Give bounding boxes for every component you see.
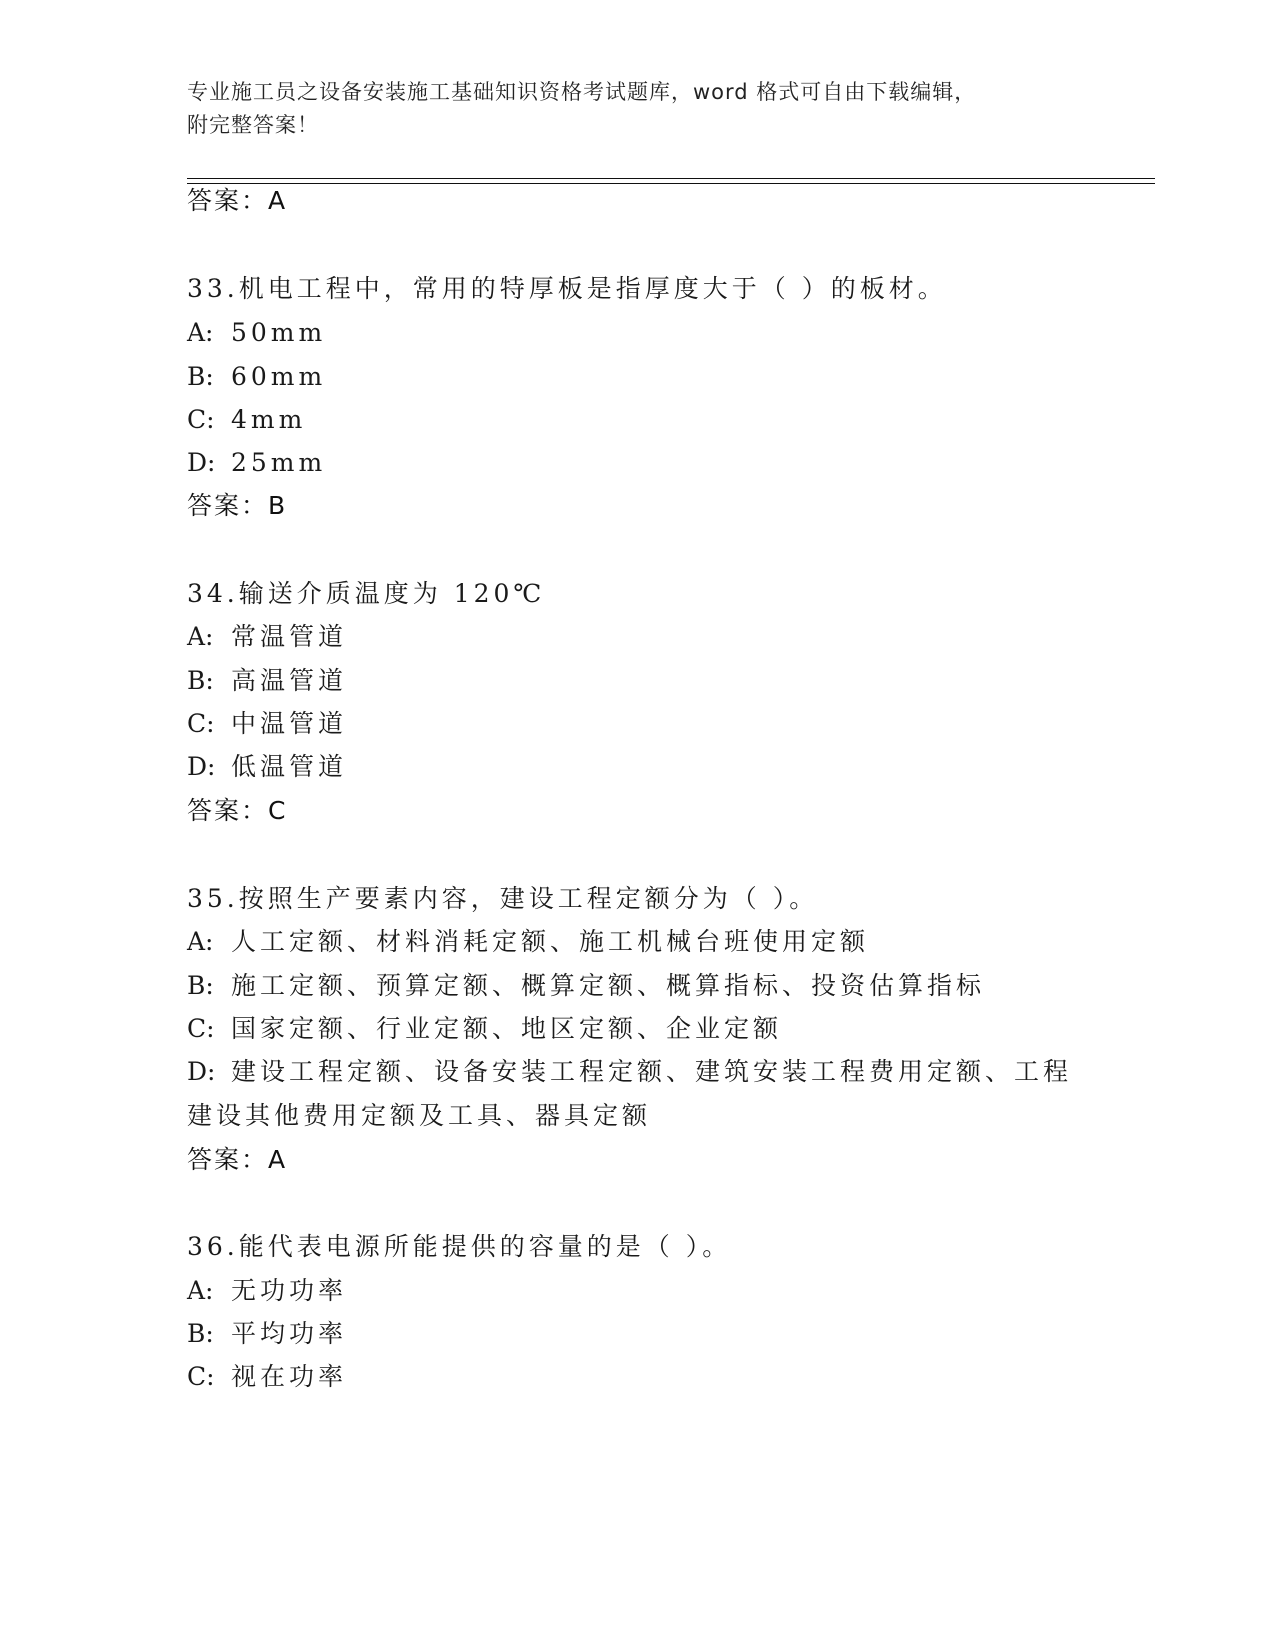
answer-line: 答案：A	[187, 186, 288, 215]
option-label: D:	[187, 1057, 216, 1086]
option-label: D:	[187, 752, 216, 781]
option-line	[187, 927, 869, 957]
option-text: 平均功率	[231, 1319, 348, 1348]
option-text: 低温管道	[231, 752, 348, 781]
option-line	[187, 405, 306, 435]
option-text: 常温管道	[231, 622, 348, 651]
option-line	[187, 362, 326, 392]
option-label: A:	[187, 622, 214, 651]
option-text: 50mm	[231, 318, 327, 347]
option-line	[187, 1057, 1072, 1087]
header-line-2: 附完整答案！	[187, 113, 319, 137]
option-label: C:	[187, 1014, 215, 1043]
document-header	[187, 76, 1087, 142]
answer-line: 答案：B	[187, 491, 288, 520]
option-line	[187, 318, 326, 348]
option-label: B:	[187, 666, 214, 695]
option-label: C:	[187, 709, 215, 738]
option-text: 国家定额、行业定额、地区定额、企业定额	[231, 1014, 783, 1043]
header-line-1: 专业施工员之设备安装施工基础知识资格考试题库，word 格式可自由下载编辑，	[187, 80, 977, 104]
question-stem: 33.机电工程中，常用的特厚板是指厚度大于（ ）的板材。	[187, 274, 947, 303]
option-label: B:	[187, 971, 214, 1000]
option-line	[187, 709, 347, 739]
option-text: 60mm	[231, 362, 327, 391]
option-label: B:	[187, 362, 214, 391]
option-label: B:	[187, 1319, 214, 1348]
option-line	[187, 448, 326, 478]
option-text: 中温管道	[231, 709, 348, 738]
option-line	[187, 666, 347, 696]
header-rule-bottom	[187, 183, 1155, 184]
option-text: 施工定额、预算定额、概算定额、概算指标、投资估算指标	[231, 971, 986, 1000]
option-label: A:	[187, 927, 214, 956]
option-line	[187, 1319, 347, 1349]
option-text: 4mm	[231, 405, 307, 434]
option-text: 视在功率	[231, 1362, 348, 1391]
option-label: A:	[187, 1276, 214, 1305]
option-label: C:	[187, 405, 215, 434]
option-continuation: 建设其他费用定额及工具、器具定额	[187, 1101, 652, 1130]
option-line	[187, 971, 985, 1001]
option-line	[187, 622, 347, 652]
answer-line: 答案：C	[187, 796, 288, 825]
option-label: A:	[187, 318, 214, 347]
option-text: 25mm	[231, 448, 327, 477]
question-stem: 36.能代表电源所能提供的容量的是（ ）。	[187, 1232, 732, 1261]
question-stem: 34.输送介质温度为 120℃	[187, 579, 546, 608]
answer-line: 答案：A	[187, 1145, 288, 1174]
option-line	[187, 1362, 347, 1392]
option-line	[187, 1276, 347, 1306]
option-text: 无功功率	[231, 1276, 348, 1305]
option-line	[187, 752, 347, 782]
option-label: C:	[187, 1362, 215, 1391]
option-text: 建设工程定额、设备安装工程定额、建筑安装工程费用定额、工程	[231, 1057, 1073, 1086]
question-stem: 35.按照生产要素内容，建设工程定额分为（ ）。	[187, 884, 819, 913]
option-text: 人工定额、材料消耗定额、施工机械台班使用定额	[231, 927, 870, 956]
option-text: 高温管道	[231, 666, 348, 695]
option-label: D:	[187, 448, 216, 477]
option-line	[187, 1014, 782, 1044]
header-rule-top	[187, 178, 1155, 179]
